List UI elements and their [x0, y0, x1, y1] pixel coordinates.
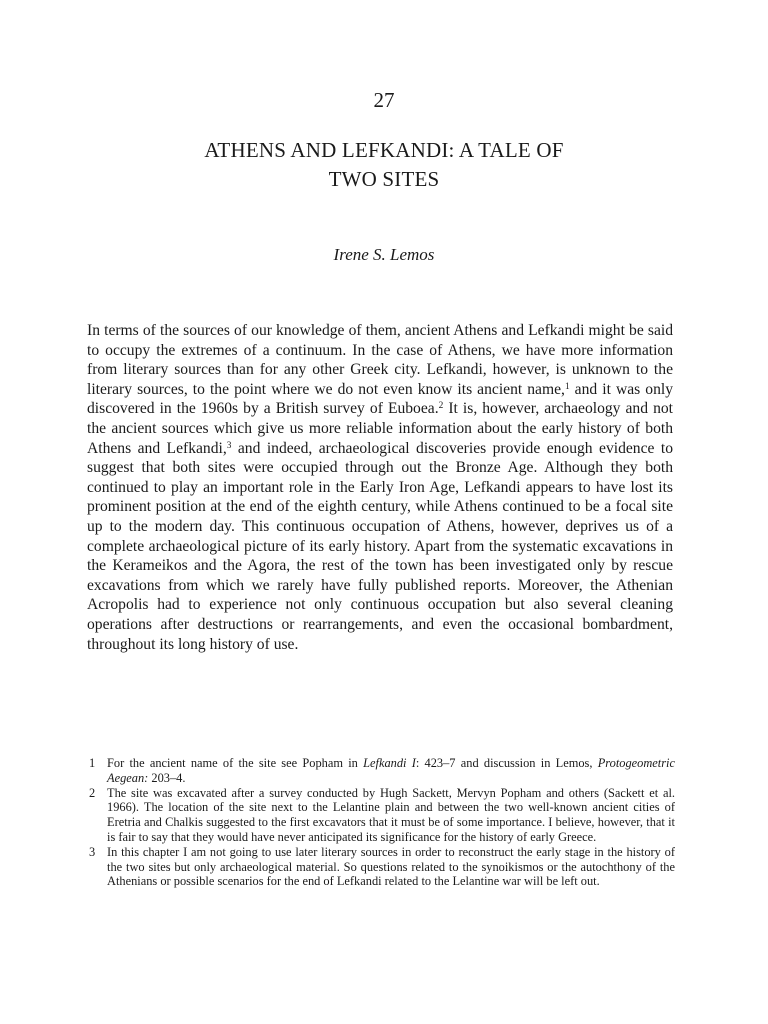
- footnote-2: [89, 786, 675, 845]
- footnote-text-segment: 203–4.: [148, 770, 186, 785]
- chapter-title: [0, 136, 768, 194]
- body-paragraph: [87, 321, 673, 654]
- footnote-text: The site was excavated after a survey conducted by Hugh Sackett, Mervyn Popham and others (Sackett et al. 1966). The location of the site next to the Lelantine plain and between the two well-known ancient cities of Eretria and Chalkis suggested to the first excavators that it must be of some importance. I believe, however, that it is fair to say that they would have never anticipated its significance for the history of early Greece.: [107, 785, 675, 844]
- footnote-number: 1: [89, 756, 96, 770]
- footnote-number: 2: [89, 785, 96, 800]
- footnote-text-segment: For the ancient name of the site see Popham in: [107, 756, 364, 770]
- author-name: Irene S. Lemos: [333, 245, 435, 264]
- footnote-cited-work: Protogeometric Aegean:: [107, 756, 675, 785]
- footnote-cited-work: Lefkandi I: [363, 756, 416, 770]
- body-text-segment: In terms of the sources of our knowledge of them, ancient Athens and Lefkandi might be said to occupy the extremes of a continuum. In the case of Athens, we have more information from literary sources than for any other Greek city. Lefkandi, however, is unknown to the literary sources, to the point where we do not even know its ancient name,: [87, 322, 673, 398]
- chapter-title-line-1: ATHENS AND LEFKANDI: A TALE OF: [204, 138, 564, 162]
- footnote-ref-1: 1: [564, 381, 570, 392]
- chapter-title-line-2: TWO SITES: [328, 167, 440, 191]
- footnote-3: [89, 845, 675, 889]
- footnote-1: [89, 756, 675, 786]
- footnote-text: In this chapter I am not going to use later literary sources in order to reconstruct the early stage in the history of the two sites but only archaeological material. So questions related to the synoikismos or the autochthony of the Athenians or possible scenarios for the end of Lefkandi related to the Lelantine war will be left out.: [107, 844, 675, 889]
- footnote-text-segment: : 423–7 and discussion in Lemos,: [415, 756, 598, 770]
- chapter-number: 27: [373, 88, 395, 112]
- footnote-ref-2: 2: [438, 401, 444, 412]
- footnote-ref-3: 3: [226, 440, 232, 451]
- body-text-segment: and indeed, archaeological discoveries provide enough evidence to suggest that both sites were occupied through out the Bronze Age. Although they both continued to play an important role in the Early Iron Age, Lefkandi appears to have lost its prominent position at the end of the eighth century, while Athens continued to be a focal site up to the modern day. This continuous occupation of Athens, however, deprives us of a complete archaeological picture of its early history. Apart from the systematic excavations in the Kerameikos and the Agora, the rest of the town has been investigated only by rescue excavations from which we rarely have fully published reports. Moreover, the Athenian Acropolis had to experience not only continuous occupation but also several cleaning operations after destructions or rearrangements, and even the occasional bombardment, throughout its long history of use.: [87, 439, 673, 653]
- body-text-segment: and it was only discovered in the 1960s by a British survey of Euboea.: [87, 380, 673, 418]
- footnote-number: 3: [89, 844, 96, 859]
- body-text-segment: It is, however, archaeology and not the ancient sources which give us more reliable information about the early history of both Athens and Lefkandi,: [87, 400, 674, 457]
- footnote-text: [107, 756, 675, 786]
- footnotes: [89, 756, 675, 889]
